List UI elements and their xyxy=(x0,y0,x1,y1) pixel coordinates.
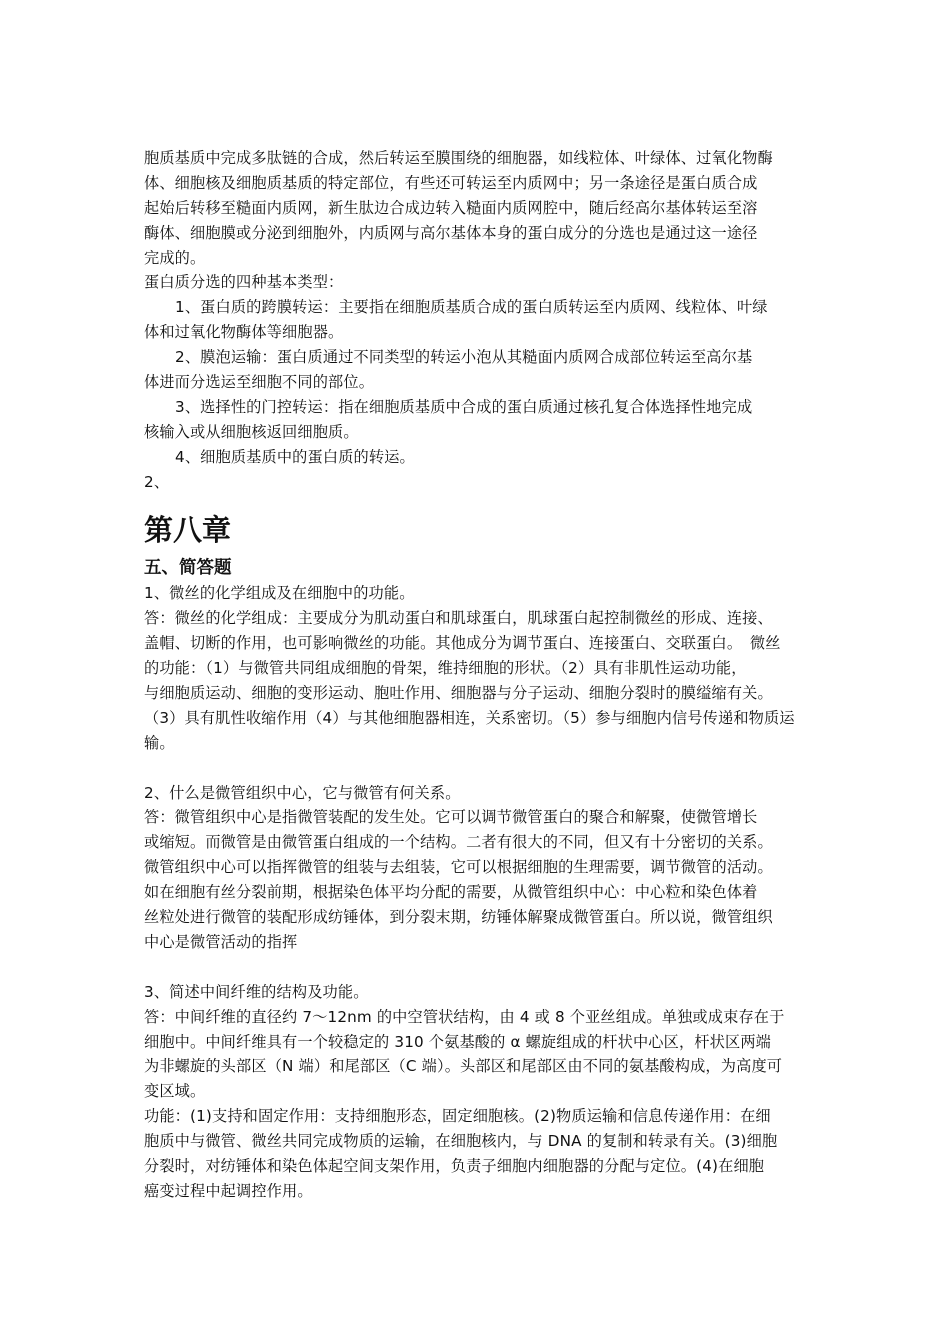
chapter-title: 第八章 xyxy=(144,513,232,548)
answer-line: 微管组织中心可以指挥微管的组装与去组装，它可以根据细胞的生理需要，调节微管的活动。 xyxy=(144,858,773,877)
answer-line: 功能：(1)支持和固定作用：支持细胞形态，固定细胞核。(2)物质运输和信息传递作用：在细 xyxy=(144,1107,771,1126)
question-3 xyxy=(144,980,810,1204)
sorting-item-line: 3、选择性的门控转运：指在细胞质基质中合成的蛋白质通过核孔复合体选择性地完成 xyxy=(175,397,753,416)
answer-line: 癌变过程中起调控作用。 xyxy=(144,1181,313,1200)
answer-line: 分裂时，对纺锤体和染色体起空间支架作用，负责子细胞内细胞器的分配与定位。(4)在细胞 xyxy=(144,1156,765,1175)
answer-line: 变区域。 xyxy=(144,1082,206,1101)
section-heading: 五、简答题 xyxy=(144,558,232,579)
question-1 xyxy=(144,581,810,755)
answer-line: 或缩短。而微管是由微管蛋白组成的一个结构。二者有很大的不同，但又有十分密切的关系。 xyxy=(144,833,773,852)
answer-line: 与细胞质运动、细胞的变形运动、胞吐作用、细胞器与分子运动、细胞分裂时的膜缢缩有关。 xyxy=(144,684,773,703)
paragraph-line: 酶体、细胞膜或分泌到细胞外，内质网与高尔基体本身的蛋白成分的分选也是通过这一途径 xyxy=(144,223,758,242)
answer-line: （3）具有肌性收缩作用（4）与其他细胞器相连，关系密切。（5）参与细胞内信号传递和物质运 xyxy=(144,708,795,727)
paragraph-line: 起始后转移至糙面内质网，新生肽边合成边转入糙面内质网腔中，随后经高尔基体转运至溶 xyxy=(144,198,758,217)
question-text: 1、微丝的化学组成及在细胞中的功能。 xyxy=(144,584,415,603)
question-text: 2、什么是微管组织中心，它与微管有何关系。 xyxy=(144,783,461,802)
answer-line: 丝粒处进行微管的装配形成纺锤体，到分裂末期，纺锤体解聚成微管蛋白。所以说，微管组织 xyxy=(144,908,773,927)
answer-line: 的功能：（1）与微管共同组成细胞的骨架，维持细胞的形状。（2）具有非肌性运动功能， xyxy=(144,659,747,678)
sorting-item-line: 体进而分选运至细胞不同的部位。 xyxy=(144,373,375,392)
answer-line: 胞质中与微管、微丝共同完成物质的运输，在细胞核内，与 DNA 的复制和转录有关。(3)细胞 xyxy=(144,1132,778,1151)
paragraph-line: 体、细胞核及细胞质基质的特定部位，有些还可转运至内质网中；另一条途径是蛋白质合成 xyxy=(144,173,758,192)
sorting-item-line: 体和过氧化物酶体等细胞器。 xyxy=(144,323,344,342)
answer-line: 细胞中。中间纤维具有一个较稳定的 310 个氨基酸的 α 螺旋组成的杆状中心区，杆状区两端 xyxy=(144,1032,771,1051)
question-text: 3、简述中间纤维的结构及功能。 xyxy=(144,982,369,1001)
blank-line xyxy=(144,955,810,980)
sorting-item-line: 核输入或从细胞核返回细胞质。 xyxy=(144,422,359,441)
paragraph-line: 完成的。 xyxy=(144,248,206,267)
answer-line: 如在细胞有丝分裂前期，根据染色体平均分配的需要，从微管组织中心：中心粒和染色体着 xyxy=(144,883,758,902)
answer-line: 输。 xyxy=(144,733,175,752)
answer-line: 中心是微管活动的指挥 xyxy=(144,932,298,951)
document-body xyxy=(144,146,810,1204)
sorting-item-line: 4、细胞质基质中的蛋白质的转运。 xyxy=(175,447,415,466)
blank-line xyxy=(144,756,810,781)
answer-line: 答：微丝的化学组成：主要成分为肌动蛋白和肌球蛋白，肌球蛋白起控制微丝的形成、连接、 xyxy=(144,609,773,628)
paragraph-line: 胞质基质中完成多肽链的合成，然后转运至膜围绕的细胞器，如线粒体、叶绿体、过氧化物酶 xyxy=(144,149,773,167)
answer-line: 盖帽、切断的作用，也可影响微丝的功能。其他成分为调节蛋白、连接蛋白、交联蛋白。 微丝 xyxy=(144,634,781,653)
top-paragraph xyxy=(144,146,810,270)
list-number: 2、 xyxy=(144,472,170,491)
sorting-item-line: 2、膜泡运输：蛋白质通过不同类型的转运小泡从其糙面内质网合成部位转运至高尔基 xyxy=(175,348,753,367)
sorting-heading: 蛋白质分选的四种基本类型： xyxy=(144,273,344,292)
answer-line: 答：微管组织中心是指微管装配的发生处。它可以调节微管蛋白的聚合和解聚，使微管增长 xyxy=(144,808,758,827)
answer-line: 答：中间纤维的直径约 7～12nm 的中空管状结构，由 4 或 8 个亚丝组成。单独或成束存在于 xyxy=(144,1007,785,1026)
sorting-types xyxy=(144,270,810,494)
question-2 xyxy=(144,781,810,955)
answer-line: 为非螺旋的头部区（N 端）和尾部区（C 端）。头部区和尾部区由不同的氨基酸构成，为高度可 xyxy=(144,1057,783,1076)
sorting-item-line: 1、蛋白质的跨膜转运：主要指在细胞质基质合成的蛋白质转运至内质网、线粒体、叶绿 xyxy=(175,298,768,317)
